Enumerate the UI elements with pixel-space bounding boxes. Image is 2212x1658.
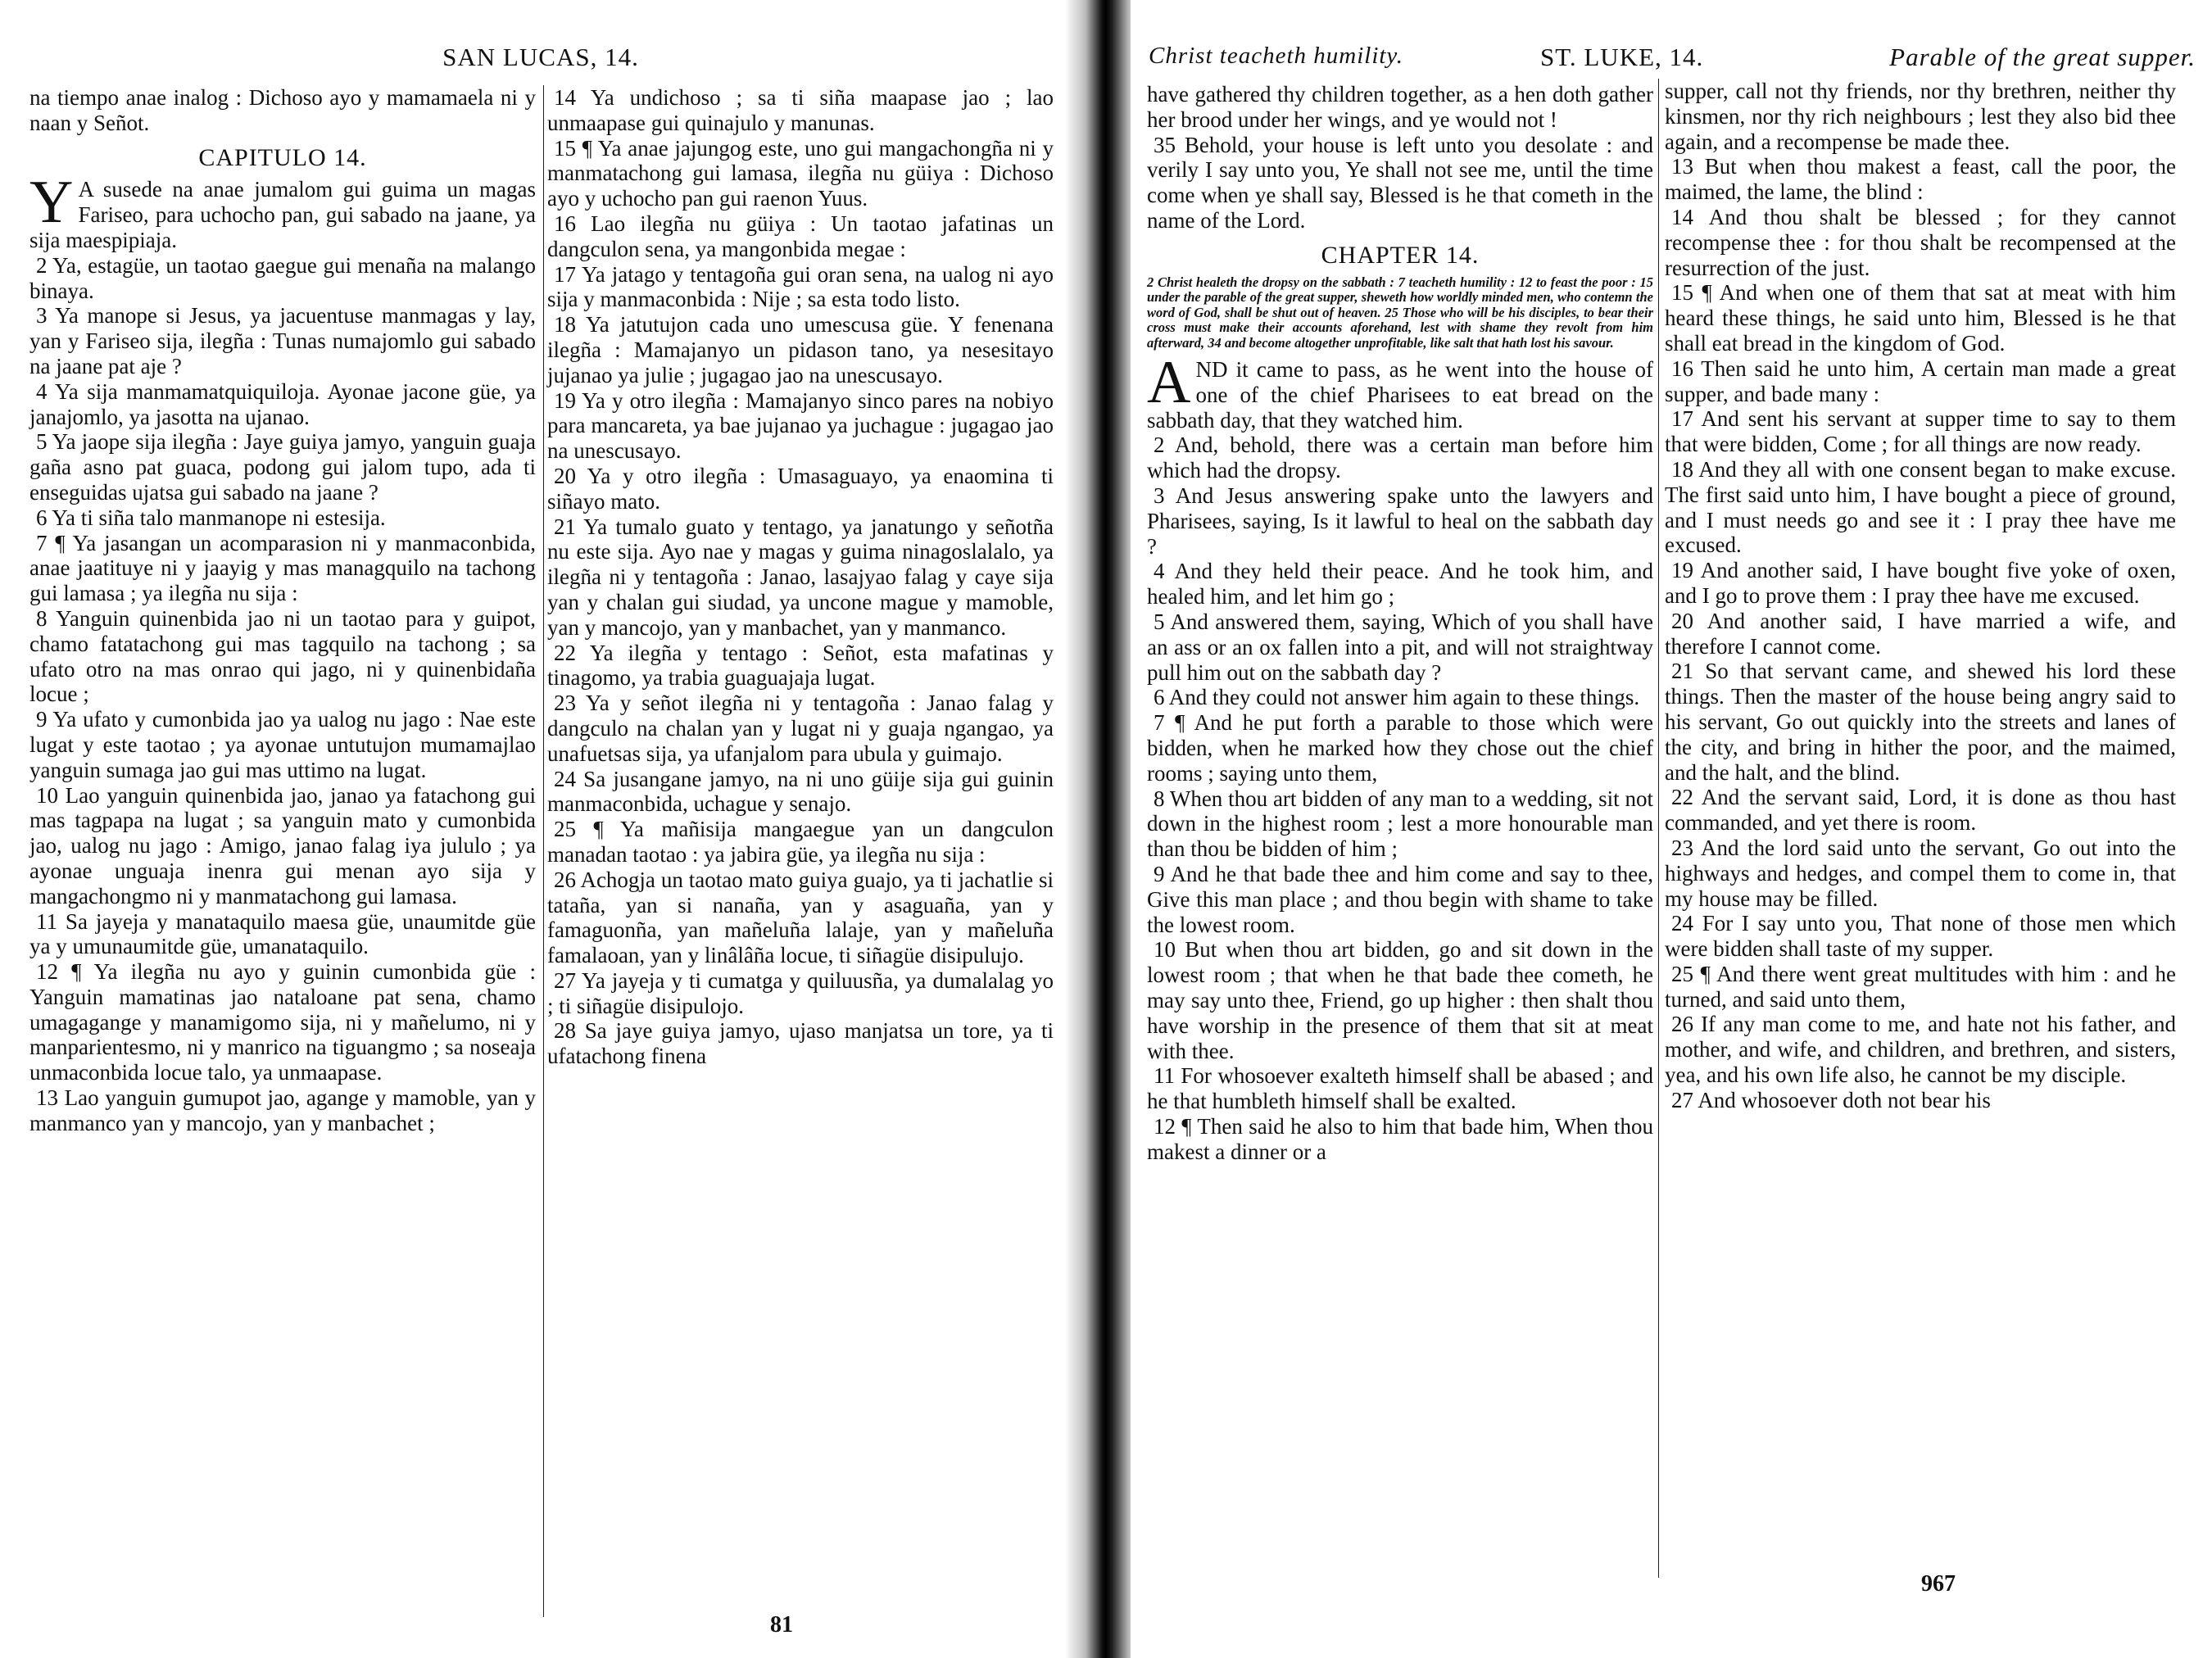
verse: 16 Then said he unto him, A certain man made a great supper, and bade many : bbox=[1665, 356, 2176, 406]
right-column-1 bbox=[1147, 82, 1653, 1165]
verse: 10 But when thou art bidden, go and sit down in the lowest room ; that when he that bade thee cometh, he may say unto thee, Friend, go up higher : then shalt thou have worship in the presence of them that sit at meat with thee. bbox=[1147, 937, 1653, 1063]
verse: 25 ¶ Ya mañisija mangaegue yan un dangculon manadan taotao : ya jabira güe, ya ilegña nu sija : bbox=[547, 817, 1054, 867]
verse: 14 And thou shalt be blessed ; for they cannot recompense thee : for thou shalt be recompensed at the resurrection of the just. bbox=[1665, 204, 2176, 280]
verse: 2 And, behold, there was a certain man before him which had the dropsy. bbox=[1147, 433, 1653, 483]
verse: 11 For whosoever exalteth himself shall be abased ; and he that humbleth himself shall be exalted. bbox=[1147, 1063, 1653, 1114]
page-number-left: 81 bbox=[770, 1612, 793, 1638]
verse: 20 Ya y otro ilegña : Umasaguayo, ya enaomina ti siñayo mato. bbox=[547, 463, 1054, 514]
column-rule bbox=[1658, 79, 1659, 1578]
running-head-right: ST. LUKE, 14. bbox=[1540, 43, 1704, 71]
verse: 4 Ya sija manmamatquiquiloja. Ayonae jacone güe, ya janajomlo, ya jasotta na ujanao. bbox=[29, 378, 536, 429]
verse: 22 And the servant said, Lord, it is done as thou hast commanded, and yet there is room. bbox=[1665, 785, 2176, 836]
verse: 19 Ya y otro ilegña : Mamajanyo sinco pares na nobiyo para mancareta, ya bae jujanao ya juchague : jugagao jao na unescusayo. bbox=[547, 387, 1054, 464]
verse: 12 ¶ Then said he also to him that bade him, When thou makest a dinner or a bbox=[1147, 1113, 1653, 1164]
verse: 21 Ya tumalo guato y tentago, ya janatungo y señotña nu este sija. Ayo nae y magas y guima ninagoslalalo, ya ilegña ni y tentagoña : Janao, lasajyao falag y caye sija yan y chalan gui siudad, ya uncone mague y mamoble, yan y mancojo, yan y manbachet, yan y manmanco. bbox=[547, 514, 1054, 640]
verse: 9 Ya ufato y cumonbida jao ya ualog nu jago : Nae este lugat y este taotao ; ya ayonae untutujon mumamajlao yanguin sumaga jao gui mas uttimo na lugat. bbox=[29, 707, 536, 782]
verse: 21 So that servant came, and shewed his lord these things. Then the master of the house being angry said to his servant, Go out quickly into the streets and lanes of the city, and bring in hither the poor, and the maimed, and the halt, and the blind. bbox=[1665, 659, 2176, 785]
left-column-1 bbox=[29, 85, 536, 1136]
verse: 13 Lao yanguin gumupot jao, agange y mamoble, yan y manmanco yan y mancojo, yan y manbachet ; bbox=[29, 1085, 536, 1135]
verse: 25 ¶ And there went great multitudes with him : and he turned, and said unto them, bbox=[1665, 961, 2176, 1012]
verse: supper, call not thy friends, nor thy brethren, neither thy kinsmen, nor thy rich neighbours ; lest they also bid thee again, and a recompense be made thee. bbox=[1665, 79, 2176, 154]
verse: 35 Behold, your house is left unto you desolate : and verily I say unto you, Ye shall not see me, until the time come when ye shall say, Blessed is he that cometh in the name of the Lord. bbox=[1147, 132, 1653, 233]
verse: 16 Lao ilegña nu güiya : Un taotao jafatinas un dangculon sena, ya mangonbida megae : bbox=[547, 211, 1054, 261]
running-head-left: SAN LUCAS, 14. bbox=[442, 43, 639, 71]
verse: 28 Sa jaye guiya jamyo, ujaso manjatsa un tore, ya ti ufatachong finena bbox=[547, 1018, 1054, 1069]
chapter-heading: CAPITULO 14. bbox=[198, 143, 367, 171]
drop-cap: A bbox=[1147, 349, 1191, 417]
left-page bbox=[0, 0, 1081, 1658]
verse: 8 When thou art bidden of any man to a wedding, sit not down in the highest room ; lest a more honourable man than thou be bidden of him ; bbox=[1147, 786, 1653, 862]
verse: 27 Ya jayeja y ti cumatga y quiluusña, ya dumalalag yo ; ti siñagüe disipulojo. bbox=[547, 967, 1054, 1018]
verse: 3 And Jesus answering spake unto the lawyers and Pharisees, saying, Is it lawful to heal on the sabbath day ? bbox=[1147, 483, 1653, 559]
verse: 24 For I say unto you, That none of those men which were bidden shall taste of my supper. bbox=[1665, 911, 2176, 962]
page-number-right: 967 bbox=[1921, 1571, 1956, 1597]
verse: 15 ¶ Ya anae jajungog este, uno gui mangachongña ni y manmatachong gui lamasa, ilegña nu güiya : Dichoso ayo y uchocho pan gui raenon Yuus. bbox=[547, 135, 1054, 211]
chapter-heading: CHAPTER 14. bbox=[1321, 241, 1480, 269]
verse: 23 Ya y señot ilegña ni y tentagoña : Janao falag y dangculo na chalan yan y lugat ni y guaja ngangao, ya unafuetsas sija, ya ufanjalom para ubula y guimajo. bbox=[547, 691, 1054, 766]
verse: 4 And they held their peace. And he took him, and healed him, and let him go ; bbox=[1147, 559, 1653, 609]
verse: 2 Ya, estagüe, un taotao gaegue gui menaña na malango binaya. bbox=[29, 252, 536, 303]
right-page bbox=[1131, 0, 2212, 1658]
right-column-2 bbox=[1665, 79, 2176, 1113]
verse: 27 And whosoever doth not bear his bbox=[1671, 1087, 1991, 1112]
left-column-2 bbox=[547, 85, 1054, 1069]
running-head-right-caption: Parable of the great supper. bbox=[1889, 43, 2196, 71]
verse: 26 If any man come to me, and hate not his father, and mother, and wife, and children, and brethren, and sisters, yea, and his own life also, he cannot be my disciple. bbox=[1665, 1012, 2176, 1088]
verse: 17 Ya jatago y tentagoña gui oran sena, na ualog ni ayo sija y manmaconbida : Nije ; sa esta todo listo. bbox=[547, 261, 1054, 312]
verse: 20 And another said, I have married a wife, and therefore I cannot come. bbox=[1665, 608, 2176, 659]
verse: 12 ¶ Ya ilegña nu ayo y guinin cumonbida güe : Yanguin mamatinas jao nataloane pat sena, chamo umagagange y manamigomo sija, ni y mañelumo, ni y manparientesmo, ni y manrico na tiguangmo ; sa noseaja unmaconbida locue talo, ya unmaapase. bbox=[29, 959, 536, 1085]
verse: 3 Ya manope si Jesus, ya jacuentuse manmagas y lay, yan y Fariseo sija, ilegña : Tunas numajomlo gui sabado na jaane pat aje ? bbox=[29, 303, 536, 378]
verse-1: Y A susede na anae jumalom gui guima un magas Fariseo, para uchocho pan, gui sabado na jaane, ya sija maespipiaja. bbox=[29, 169, 536, 252]
verse: 18 Ya jatutujon cada uno umescusa güe. Y fenenana ilegña : Mamajanyo un pidason tano, ya nesesitayo jujanao ya julie ; jugagao jao na unescusayo. bbox=[547, 312, 1054, 387]
column-rule bbox=[543, 85, 544, 1617]
verse: 13 But when thou makest a feast, call the poor, the maimed, the lame, the blind : bbox=[1665, 154, 2176, 205]
verse: na tiempo anae inalog : Dichoso ayo y mamamaela ni y naan y Señot. bbox=[29, 85, 536, 135]
verse: 17 And sent his servant at supper time to say to them that were bidden, Come ; for all things are now ready. bbox=[1665, 406, 2176, 457]
verse: 6 And they could not answer him again to these things. bbox=[1154, 685, 1640, 710]
drop-cap: Y bbox=[29, 169, 74, 237]
verse: 7 ¶ Ya jasangan un acomparasion ni y manmaconbida, anae jaatituye ni y jaayig y mas managquilo na tachong gui lamasa ; ya ilegña nu sija : bbox=[29, 530, 536, 606]
verse: 11 Sa jayeja y manataquilo maesa güe, unaumitde güe ya y umunaumitde güe, umanataquilo. bbox=[29, 908, 536, 959]
verse: 19 And another said, I have bought five yoke of oxen, and I go to prove them : I pray thee have me excused. bbox=[1665, 558, 2176, 608]
verse: 10 Lao yanguin quinenbida jao, janao ya fatachong gui mas tagpapa na lugat ; sa yanguin mato y cumonbida jao, ualog nu jago : Amigo, janao falag iya jululo ; ya ayonae unguaja inenra gui menan ayo sija y mangachongmo ni y manmatachong gui lamasa. bbox=[29, 782, 536, 908]
verse: 9 And he that bade thee and him come and say to thee, Give this man place ; and thou begin with shame to take the lowest room. bbox=[1147, 862, 1653, 937]
verse: have gathered thy children together, as a hen doth gather her brood under her wings, and ye would not ! bbox=[1147, 82, 1653, 132]
verse: 5 Ya jaope sija ilegña : Jaye guiya jamyo, yanguin guaja gaña asno pat guaca, podong gui jalom tupo, ada ti enseguidas ujatsa gui sabado na jaane ? bbox=[29, 429, 536, 505]
verse: 22 Ya ilegña y tentago : Señot, esta mafatinas y tinagomo, ya trabia guaguajaja lugat. bbox=[547, 640, 1054, 691]
verse: 5 And answered them, saying, Which of you shall have an ass or an ox fallen into a pit, and will not straightway pull him out on the sabbath day ? bbox=[1147, 609, 1653, 685]
verse: 26 Achogja un taotao mato guiya guajo, ya ti jachatlie si tataña, yan si nanaña, yan y asaguaña, yan y famaguonña, yan mañeluña lalaje, yan y mañeluña famalaoan, yan y linâlâña locue, ti siñagüe disipulujo. bbox=[547, 867, 1054, 968]
running-head-left-caption: Christ teacheth humility. bbox=[1149, 43, 1403, 69]
verse: 15 ¶ And when one of them that sat at meat with him heard these things, he said unto him, Blessed is he that shall eat bread in the kingdom of God. bbox=[1665, 280, 2176, 356]
verse: 6 Ya ti siña talo manmanope ni estesija. bbox=[36, 505, 386, 530]
verse: 7 ¶ And he put forth a parable to those which were bidden, when he marked how they chose out the chief rooms ; saying unto them, bbox=[1147, 710, 1653, 786]
verse: 18 And they all with one consent began to make excuse. The first said unto him, I have bought a piece of ground, and I must needs go and see it : I pray thee have me excused. bbox=[1665, 456, 2176, 558]
chapter-summary: 2 Christ healeth the dropsy on the sabbath : 7 teacheth humility : 12 to feast the poor : 15 under the parable of the great supper, sheweth how worldly minded men, who contemn the word of God, shall be shut out of heaven. 25 Those who will be his disciples, to bear their cross must make their accounts aforehand, lest with shame they revolt from him afterward, 34 and become altogether unprofitable, like salt that hath lost his savour. bbox=[1147, 274, 1653, 351]
verse: 23 And the lord said unto the servant, Go out into the highways and hedges, and compel them to come in, that my house may be filled. bbox=[1665, 835, 2176, 911]
verse: 8 Yanguin quinenbida jao ni un taotao para y guipot, chamo fatatachong gui mas tagquilo na tachong ; sa ufato otro na mas onrao qui jago, ni y quinenbidaña locue ; bbox=[29, 605, 536, 707]
verse-1: AND it came to pass, as he went into the house of one of the chief Pharisees to eat bread on the sabbath day, that they watched him. bbox=[1147, 349, 1653, 433]
verse: 24 Sa jusangane jamyo, na ni uno güije sija gui guinin manmaconbida, uchague y senajo. bbox=[547, 766, 1054, 817]
verse: 14 Ya undichoso ; sa ti siña maapase jao ; lao unmaapase gui quinajulo y manunas. bbox=[547, 85, 1054, 135]
